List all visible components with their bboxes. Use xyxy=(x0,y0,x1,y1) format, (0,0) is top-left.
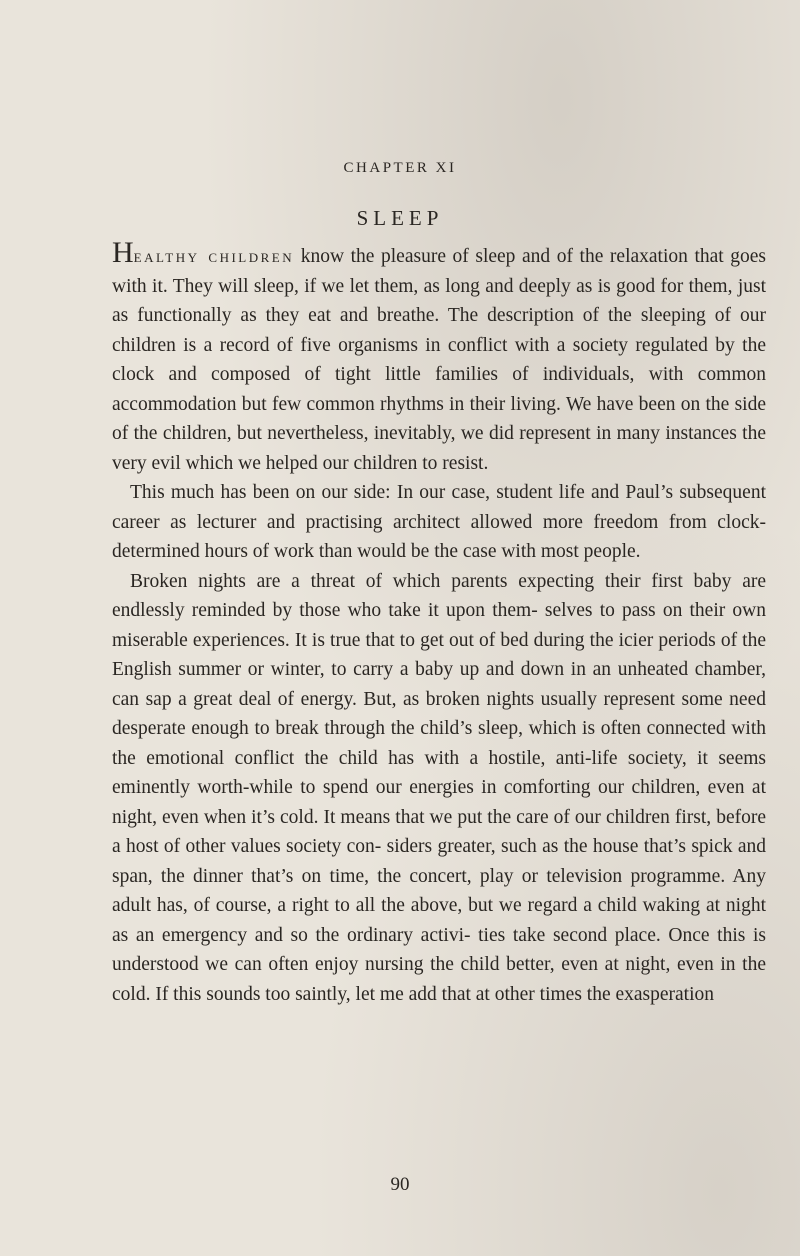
paragraph-text: know the pleasure of sleep and of the relaxation that goes with it. They will sleep, if we let them, as long and deeply as is good for them, just as functionally as they eat and breathe. The description of the sleeping of our children is a record of five organisms in conflict with a society regulated by the clock and composed of tight little families of individuals, with common accommodation but few common rhythms in their living. We have been on the side of the children, but nevertheless, inevitably, we did represent in many instances the very evil which we helped our children to resist. xyxy=(112,246,767,474)
paragraph xyxy=(112,236,767,478)
drop-cap-letter: H xyxy=(112,236,134,269)
chapter-title: SLEEP xyxy=(356,206,444,230)
paragraph: This much has been on our side: In our case, student life and Paul’s subsequent career as lecturer and practising architect allowed more freedom from clock-determined hours of work than would be the case with most people. xyxy=(112,482,766,562)
chapter-label: CHAPTER XI xyxy=(343,160,457,176)
page-number: 90 xyxy=(390,1174,410,1195)
paragraph: Broken nights are a threat of which parents expecting their first baby are endlessly reminded by those who take it upon them- selves to pass on their own miserable experiences. It is true that to get out of bed during the icier periods of the English summer or winter, to carry a baby up and down in an unheated chamber, can sap a great deal of energy. But, as broken nights usually represent some need desperate enough to break through the child’s sleep, which is often connected with the emotional conflict the child has with a hostile, anti-life society, it seems eminently worth-while to spend our energies in comforting our children, even at night, even when it’s cold. It means that we put the care of our children first, before a host of other values society con- siders greater, such as the house that’s spick and span, the dinner that’s on time, the concert, play or television programme. Any adult has, of course, a right to all the above, but we regard a child waking at night as an emergency and so the ordinary activi- ties take second place. Once this is understood we can often enjoy nursing the child better, even at night, even in the cold. If this sounds too saintly, let me add that at other times the exasperation xyxy=(112,570,766,1005)
body-text xyxy=(112,236,767,1009)
lead-in-smallcaps: ealthy children xyxy=(133,246,295,267)
